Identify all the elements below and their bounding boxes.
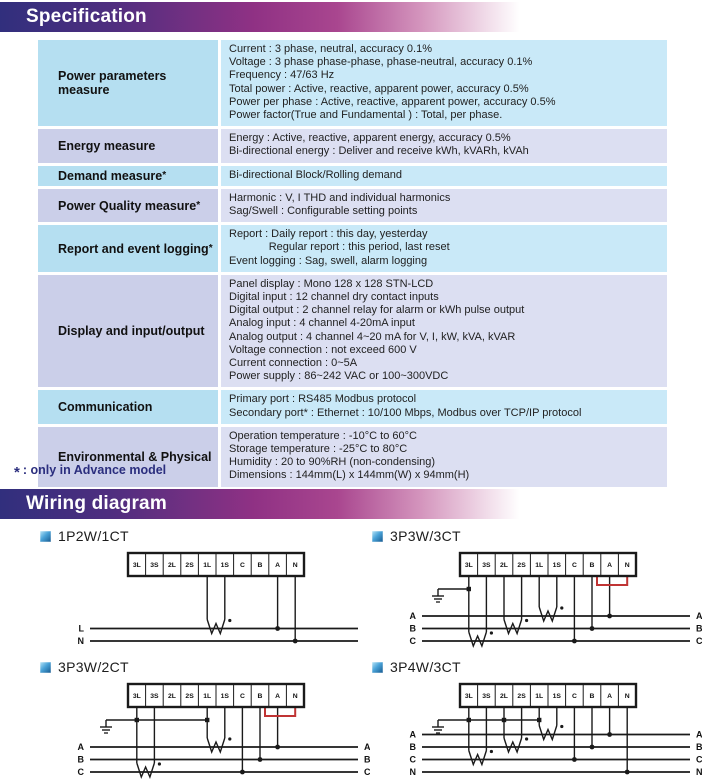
- terminal-block: [460, 684, 636, 707]
- spec-row-value: [221, 166, 667, 186]
- junction-dot: [293, 639, 298, 644]
- phase-label-right-B: B: [364, 754, 370, 765]
- terminal-label-2S: 2S: [517, 693, 526, 700]
- spec-value-line: Regular report : this period, last reset: [229, 241, 450, 254]
- blue-cube-icon: [40, 531, 51, 542]
- phase-label-left-C: C: [77, 767, 84, 777]
- ct-symbol: [137, 707, 161, 777]
- spec-row-value: [221, 189, 667, 222]
- diagram-canvas: [372, 549, 702, 649]
- spec-value-line: Analog input : 4 channel 4-20mA input: [229, 317, 415, 330]
- spec-value-line: Storage temperature : -25°C to 80°C: [229, 443, 408, 456]
- junction-dot: [275, 745, 280, 750]
- phase-label-left-N: N: [409, 767, 416, 777]
- terminal-label-1L: 1L: [535, 693, 544, 700]
- diagram-title: [40, 659, 362, 675]
- spec-row-label-text: Power parameters measure: [58, 69, 167, 98]
- diagram-title-text: 1P2W/1CT: [58, 528, 129, 544]
- spec-row-value: [221, 129, 667, 162]
- blue-cube-icon: [372, 531, 383, 542]
- spec-value-line: Total power : Active, reactive, apparent power, accuracy 0.5%: [229, 82, 529, 95]
- polarity-dot: [560, 606, 563, 609]
- diagram-canvas: [372, 680, 702, 780]
- terminal-label-2S: 2S: [185, 693, 194, 700]
- phase-label-right-B: B: [696, 742, 702, 752]
- spec-value-line: Sag/Swell : Configurable setting points: [229, 205, 418, 218]
- ct-symbol: [504, 707, 528, 752]
- diagram-canvas: [40, 549, 370, 649]
- diagram-title: [372, 659, 694, 675]
- terminal-label-2L: 2L: [168, 562, 176, 569]
- blue-cube-icon: [372, 662, 383, 673]
- terminal-label-2L: 2L: [500, 562, 508, 569]
- spec-value-line: Digital output : 2 channel relay for alarm or kWh pulse output: [229, 304, 525, 317]
- terminal-label-C: C: [571, 693, 577, 700]
- spec-row: [38, 275, 667, 388]
- blue-cube-icon: [40, 662, 51, 673]
- spec-row-value: [221, 390, 667, 423]
- phase-label-left-A: A: [409, 611, 416, 621]
- ground-icon: [432, 589, 444, 602]
- spec-value-line: Dimensions : 144mm(L) x 144mm(W) x 94mm(H): [229, 469, 470, 482]
- terminal-label-3S: 3S: [150, 562, 159, 569]
- spec-row-label: [38, 390, 218, 423]
- diagram-title-text: 3P4W/3CT: [390, 659, 461, 675]
- spec-row-label-text: Display and input/output: [58, 324, 205, 339]
- spec-row-value: [221, 40, 667, 126]
- phase-label-left-C: C: [409, 754, 416, 765]
- diagram-title-text: 3P3W/3CT: [390, 528, 461, 544]
- spec-value-line: Power per phase : Active, reactive, apparent power, accuracy 0.5%: [229, 95, 556, 108]
- ct-symbol: [504, 576, 528, 634]
- spec-value-line: Secondary port* : Ethernet : 10/100 Mbps, Modbus over TCP/IP protocol: [229, 406, 582, 419]
- spec-row-value: [221, 225, 667, 272]
- spec-value-line: Humidity : 20 to 90%RH (non-condensing): [229, 456, 436, 469]
- spec-row-label: Demand measure *: [38, 166, 218, 186]
- ct-symbol: [469, 707, 493, 765]
- spec-value-line: Digital input : 12 channel dry contact inputs: [229, 291, 439, 304]
- junction-dot: [590, 626, 595, 631]
- terminal-label-C: C: [239, 562, 245, 569]
- wiring-diagram-3p3w-3ct: [362, 528, 702, 649]
- phase-label-left-A: A: [77, 742, 84, 752]
- spec-row: [38, 189, 667, 222]
- junction-dot: [607, 732, 612, 737]
- terminal-label-N: N: [624, 693, 630, 700]
- terminal-label-1L: 1L: [203, 693, 212, 700]
- wiring-diagram-3p4w-3ct: [362, 659, 702, 780]
- specification-title: Specification: [26, 6, 147, 27]
- junction-dot: [607, 614, 612, 619]
- terminal-label-3L: 3L: [464, 693, 473, 700]
- spec-value-line: Bi-directional Block/Rolling demand: [229, 168, 403, 181]
- terminal-label-3L: 3L: [132, 693, 141, 700]
- diagram-title-text: 3P3W/2CT: [58, 659, 129, 675]
- wiring-diagram-1p2w-1ct: [30, 528, 362, 649]
- polarity-dot: [158, 762, 161, 765]
- polarity-dot: [228, 619, 231, 622]
- spec-row: [38, 390, 667, 423]
- spec-value-line: Report : Daily report : this day, yesterday: [229, 228, 428, 241]
- spec-value-line: Analog output : 4 channel 4~20 mA for V, I, kW, kVA, kVAR: [229, 330, 516, 343]
- phase-label-right-N: N: [696, 767, 702, 777]
- spec-row: [38, 225, 667, 272]
- spec-row-label: Report and event logging *: [38, 225, 218, 272]
- junction-dot: [258, 757, 263, 762]
- terminal-label-B: B: [257, 693, 263, 700]
- terminal-label-2S: 2S: [185, 562, 194, 569]
- jumper-wire: [265, 708, 295, 716]
- wiring-section-header: [0, 489, 702, 519]
- terminal-label-B: B: [589, 562, 595, 569]
- spec-row-label: [38, 129, 218, 162]
- terminal-label-3S: 3S: [150, 693, 159, 700]
- terminal-block: [460, 553, 636, 576]
- spec-row-label-text: Demand measure: [58, 168, 163, 183]
- phase-label-right-A: A: [364, 742, 370, 752]
- terminal-label-N: N: [624, 562, 630, 569]
- wiring-diagram-3p3w-2ct: [30, 659, 370, 780]
- terminal-label-1S: 1S: [220, 693, 229, 700]
- phase-label-left-L: L: [78, 623, 84, 634]
- spec-row-label-text: Power Quality measure: [58, 198, 197, 213]
- spec-value-line: Current : 3 phase, neutral, accuracy 0.1%: [229, 43, 432, 55]
- phase-label-left-B: B: [77, 754, 84, 765]
- polarity-dot: [490, 631, 493, 634]
- polarity-dot: [560, 725, 563, 728]
- spec-value-line: Voltage connection : not exceed 600 V: [229, 343, 417, 356]
- wiring-diagrams-grid: [30, 528, 702, 780]
- spec-footnote: [14, 461, 167, 481]
- terminal-label-A: A: [607, 693, 613, 700]
- spec-value-line: Harmonic : V, I THD and individual harmonics: [229, 191, 451, 204]
- terminal-label-2L: 2L: [500, 693, 508, 700]
- terminal-label-C: C: [239, 693, 245, 700]
- spec-row-label: [38, 40, 218, 126]
- spec-value-line: Power supply : 86~242 VAC or 100~300VDC: [229, 370, 449, 383]
- terminal-label-1S: 1S: [552, 693, 561, 700]
- spec-value-line: Power factor(True and Fundamental ) : Total, per phase.: [229, 109, 503, 122]
- spec-value-line: Primary port : RS485 Modbus protocol: [229, 393, 417, 406]
- spec-row: [38, 129, 667, 162]
- terminal-label-1S: 1S: [220, 562, 229, 569]
- terminal-label-A: A: [275, 562, 281, 569]
- polarity-dot: [525, 619, 528, 622]
- spec-row: [38, 40, 667, 126]
- terminal-label-1S: 1S: [552, 562, 561, 569]
- polarity-dot: [525, 737, 528, 740]
- terminal-label-C: C: [571, 562, 577, 569]
- spec-value-line: Voltage : 3 phase phase-phase, phase-neutral, accuracy 0.1%: [229, 56, 533, 69]
- terminal-label-A: A: [607, 562, 613, 569]
- terminal-label-3S: 3S: [482, 562, 491, 569]
- spec-value-line: Frequency : 47/63 Hz: [229, 69, 335, 82]
- polarity-dot: [228, 737, 231, 740]
- junction-dot: [572, 757, 577, 762]
- ct-symbol: [469, 576, 493, 646]
- terminal-label-2S: 2S: [517, 562, 526, 569]
- junction-dot: [572, 639, 577, 644]
- spec-row-value: [221, 427, 667, 487]
- spec-value-line: Bi-directional energy : Deliver and receive kWh, kVARh, kVAh: [229, 145, 529, 158]
- phase-label-left-B: B: [409, 623, 416, 634]
- ct-symbol: [207, 576, 231, 634]
- spec-row-label-text: Communication: [58, 400, 153, 415]
- jumper-wire: [597, 577, 627, 585]
- specification-section-header: [0, 2, 702, 32]
- diagram-canvas: [40, 680, 370, 780]
- specification-table: [38, 40, 667, 490]
- spec-value-line: Operation temperature : -10°C to 60°C: [229, 429, 417, 442]
- ground-icon: [432, 720, 444, 733]
- ct-symbol: [539, 576, 563, 621]
- junction-dot: [275, 626, 280, 631]
- terminal-label-B: B: [589, 693, 595, 700]
- polarity-dot: [490, 750, 493, 753]
- spec-footnote-text: : only in Advance model: [22, 463, 167, 477]
- phase-label-left-N: N: [77, 636, 84, 646]
- phase-label-right-C: C: [696, 754, 702, 765]
- asterisk-icon: *: [14, 464, 20, 481]
- spec-value-line: Panel display : Mono 128 x 128 STN-LCD: [229, 277, 434, 290]
- phase-label-right-C: C: [696, 636, 702, 646]
- spec-value-line: Energy : Active, reactive, apparent energy, accuracy 0.5%: [229, 132, 511, 145]
- phase-label-right-C: C: [364, 767, 370, 777]
- terminal-label-1L: 1L: [203, 562, 212, 569]
- spec-row-label-text: Report and event logging: [58, 241, 209, 256]
- ground-icon: [100, 720, 112, 733]
- junction-dot: [625, 770, 630, 775]
- terminal-block: [128, 553, 304, 576]
- spec-row-value: [221, 275, 667, 388]
- ct-symbol: [207, 707, 231, 752]
- wiring-title: Wiring diagram: [26, 493, 167, 514]
- terminal-label-3L: 3L: [464, 562, 473, 569]
- diagram-title: [40, 528, 362, 544]
- phase-label-right-A: A: [696, 611, 702, 621]
- phase-label-right-B: B: [696, 623, 702, 634]
- junction-dot: [590, 745, 595, 750]
- spec-row-label: Power Quality measure *: [38, 189, 218, 222]
- terminal-label-3S: 3S: [482, 693, 491, 700]
- terminal-label-N: N: [292, 693, 298, 700]
- terminal-label-2L: 2L: [168, 693, 176, 700]
- spec-row-label: [38, 275, 218, 388]
- phase-label-left-C: C: [409, 636, 416, 646]
- spec-row: [38, 166, 667, 186]
- terminal-label-N: N: [292, 562, 298, 569]
- terminal-label-1L: 1L: [535, 562, 544, 569]
- diagram-title: [372, 528, 694, 544]
- phase-label-left-B: B: [409, 742, 416, 752]
- terminal-label-B: B: [257, 562, 263, 569]
- spec-row-label-text: Energy measure: [58, 138, 156, 153]
- spec-value-line: Current connection : 0~5A: [229, 357, 358, 370]
- terminal-label-A: A: [275, 693, 281, 700]
- terminal-label-3L: 3L: [132, 562, 141, 569]
- junction-dot: [240, 770, 245, 775]
- terminal-block: [128, 684, 304, 707]
- phase-label-left-A: A: [409, 729, 416, 740]
- spec-row-label-text: Environmental & Physical: [58, 449, 212, 464]
- spec-value-line: Event logging : Sag, swell, alarm logging: [229, 254, 428, 267]
- phase-label-right-A: A: [696, 729, 702, 740]
